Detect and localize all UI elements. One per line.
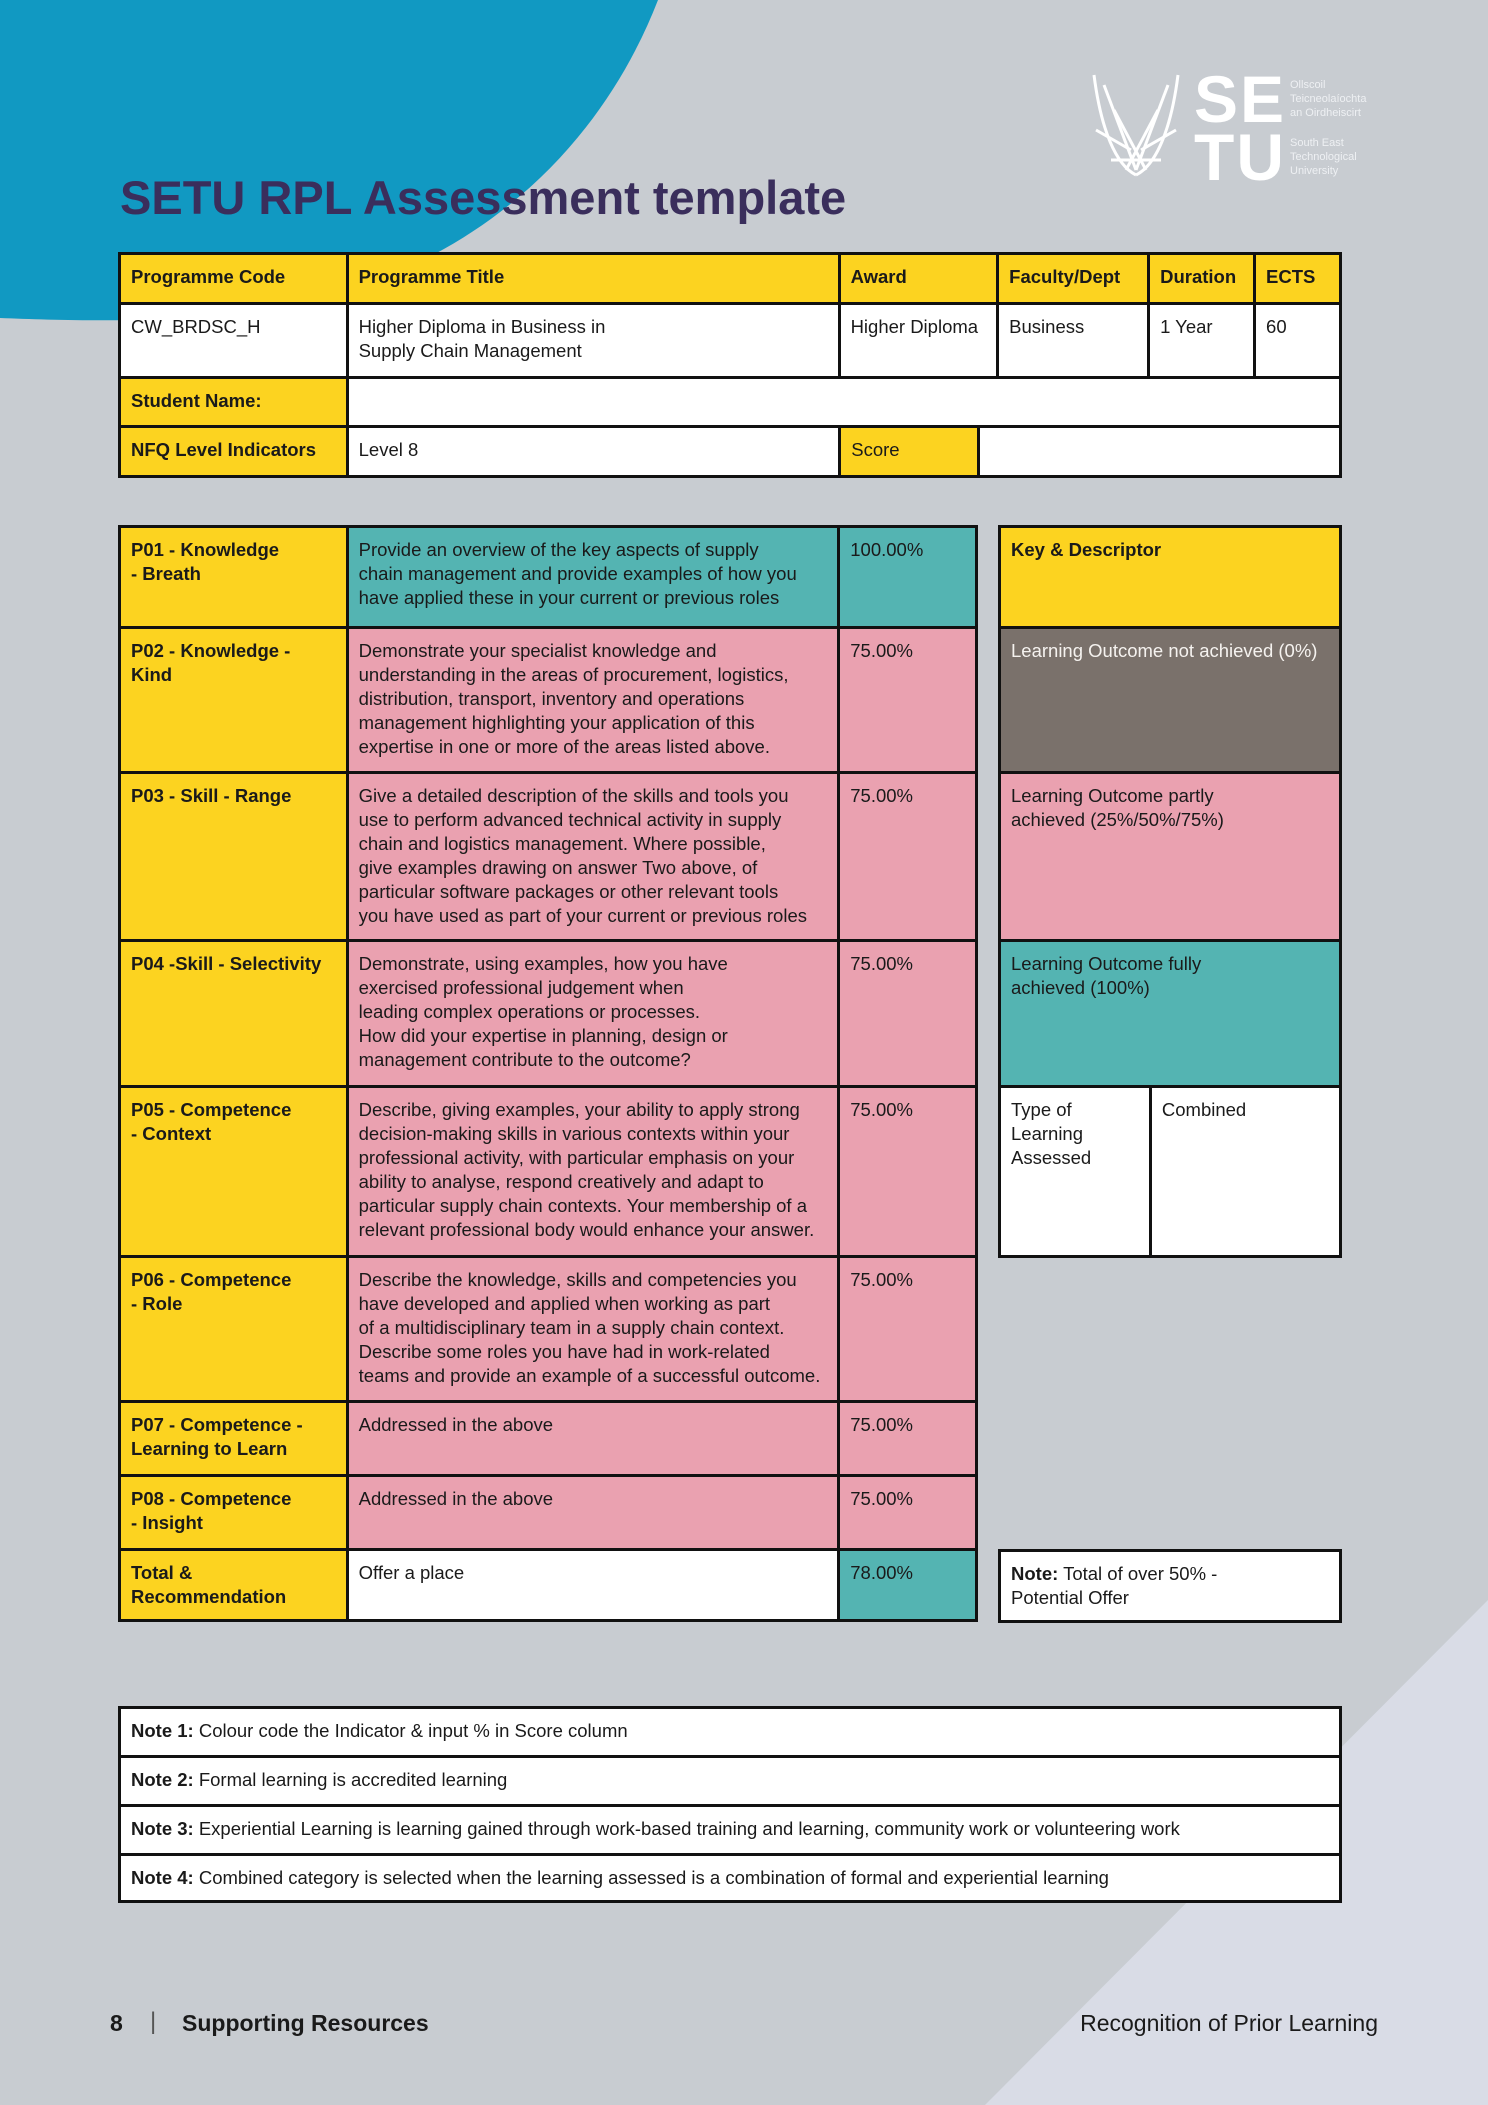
nfq-level-value: Level 8 <box>347 427 840 477</box>
total-row <box>120 1550 977 1621</box>
offer-note-text: Total of over 50% - Potential Offer <box>1011 1563 1218 1608</box>
footer-document-title: Recognition of Prior Learning <box>1080 2010 1378 2036</box>
header-programme-code: Programme Code <box>120 254 348 304</box>
page-number: 8 <box>110 2010 123 2036</box>
table-row <box>120 1257 977 1402</box>
score-field[interactable] <box>979 427 1341 477</box>
indicator-score[interactable]: 100.00% <box>839 527 977 628</box>
table-row <box>120 1476 977 1550</box>
logo-wordmark: SE TU <box>1194 62 1287 194</box>
header-ects: ECTS <box>1255 254 1341 304</box>
indicator-label: P02 - Knowledge - Kind <box>120 628 348 773</box>
indicator-description: Describe the knowledge, skills and competencies you have developed and applied when working as part of a multidisciplinary team in a supply chain context. Describe some roles you have had in work-related teams and provide an example of a successful outcome. <box>347 1257 839 1402</box>
logo-english-name: South East Technological University <box>1290 137 1357 177</box>
note-bold: Note 4: <box>131 1867 194 1888</box>
ects-value: 60 <box>1255 304 1341 378</box>
indicator-label: P04 -Skill - Selectivity <box>120 941 348 1087</box>
indicator-description: Demonstrate, using examples, how you have exercised professional judgement when leading complex operations or processes. How did your expertise in planning, design or management contribute to the outcome? <box>347 941 839 1087</box>
list-item <box>120 1708 1341 1757</box>
list-item <box>120 1806 1341 1855</box>
indicator-description: Describe, giving examples, your ability to apply strong decision-making skills in various contexts within your professional activity, with particular emphasis on your ability to analyse, respond creatively and adapt to particular supply chain contexts. Your membership of a relevant professional body would enhance your answer. <box>347 1087 839 1257</box>
note-bold: Note 1: <box>131 1720 194 1741</box>
indicator-score[interactable]: 75.00% <box>839 1087 977 1257</box>
note-4 <box>120 1855 1341 1902</box>
note-bold: Note 2: <box>131 1769 194 1790</box>
indicator-score[interactable]: 75.00% <box>839 628 977 773</box>
type-of-learning-value[interactable]: Combined <box>1150 1087 1340 1257</box>
note-3 <box>120 1806 1341 1855</box>
indicator-label: P01 - Knowledge - Breath <box>120 527 348 628</box>
footer-section-title: Supporting Resources <box>182 2010 429 2036</box>
indicator-score[interactable]: 75.00% <box>839 941 977 1087</box>
indicator-label: P08 - Competence - Insight <box>120 1476 348 1550</box>
total-label: Total & Recommendation <box>120 1550 348 1621</box>
key-fully-achieved: Learning Outcome fully achieved (100%) <box>1000 941 1341 1087</box>
indicator-score[interactable]: 75.00% <box>839 1476 977 1550</box>
programme-code-value: CW_BRDSC_H <box>120 304 348 378</box>
list-item <box>120 1855 1341 1902</box>
nfq-table <box>118 425 1342 478</box>
note-1 <box>120 1708 1341 1757</box>
student-name-field[interactable] <box>347 378 1340 427</box>
table-row <box>120 527 977 628</box>
table-row <box>120 1402 977 1476</box>
logo-irish-name: Ollscoil Teicneolaíochta an Oirdheiscirt <box>1290 79 1367 119</box>
note-bold: Note 3: <box>131 1818 194 1839</box>
note-text: Experiential Learning is learning gained through work-based training and learning, community work or volunteering work <box>193 1818 1180 1839</box>
indicator-description: Addressed in the above <box>347 1476 839 1550</box>
indicator-label: P05 - Competence - Context <box>120 1087 348 1257</box>
faculty-dept-value: Business <box>998 304 1149 378</box>
indicator-score[interactable]: 75.00% <box>839 773 977 941</box>
table-row <box>120 1087 977 1257</box>
nfq-level-label: NFQ Level Indicators <box>120 427 348 477</box>
table-row <box>120 773 977 941</box>
offer-note <box>1000 1551 1341 1622</box>
header-award: Award <box>839 254 998 304</box>
header-faculty-dept: Faculty/Dept <box>998 254 1149 304</box>
indicator-table <box>118 525 978 1622</box>
indicator-label: P03 - Skill - Range <box>120 773 348 941</box>
indicator-label: P06 - Competence - Role <box>120 1257 348 1402</box>
note-text: Combined category is selected when the learning assessed is a combination of formal and experiential learning <box>193 1867 1109 1888</box>
key-partly-achieved: Learning Outcome partly achieved (25%/50%/75%) <box>1000 773 1341 941</box>
setu-crest-icon <box>1086 70 1186 180</box>
award-value: Higher Diploma <box>839 304 998 378</box>
indicator-score[interactable]: 75.00% <box>839 1257 977 1402</box>
indicator-description: Provide an overview of the key aspects of supply chain management and provide examples of how you have applied these in your current or previous roles <box>347 527 839 628</box>
header-programme-title: Programme Title <box>347 254 839 304</box>
header-duration: Duration <box>1149 254 1255 304</box>
indicator-description: Demonstrate your specialist knowledge and understanding in the areas of procurement, logistics, distribution, transport, inventory and operations management highlighting your application of this expertise in one or more of the areas listed above. <box>347 628 839 773</box>
indicator-score[interactable]: 75.00% <box>839 1402 977 1476</box>
type-of-learning-label: Type of Learning Assessed <box>1000 1087 1151 1257</box>
note-text: Colour code the Indicator & input % in Score column <box>193 1720 628 1741</box>
notes-table <box>118 1706 1342 1903</box>
footer-separator: | <box>150 2008 157 2035</box>
list-item <box>120 1757 1341 1806</box>
indicator-label: P07 - Competence - Learning to Learn <box>120 1402 348 1476</box>
programme-title-value: Higher Diploma in Business in Supply Chain Management <box>347 304 839 378</box>
offer-note-table <box>998 1549 1342 1623</box>
page-title: SETU RPL Assessment template <box>120 171 847 224</box>
student-name-label: Student Name: <box>120 378 348 427</box>
table-row <box>120 941 977 1087</box>
duration-value: 1 Year <box>1149 304 1255 378</box>
indicator-description: Addressed in the above <box>347 1402 839 1476</box>
programme-table <box>118 252 1342 428</box>
table-row <box>120 628 977 773</box>
score-label: Score <box>840 427 979 477</box>
offer-note-bold: Note: <box>1011 1563 1059 1584</box>
setu-logo <box>1086 62 1376 194</box>
key-not-achieved: Learning Outcome not achieved (0%) <box>1000 628 1341 773</box>
total-score: 78.00% <box>839 1550 977 1621</box>
key-header: Key & Descriptor <box>1000 527 1341 628</box>
indicator-description: Give a detailed description of the skills and tools you use to perform advanced technical activity in supply chain and logistics management. Where possible, give examples drawing on answer Two above, of particular software packages or other relevant tools you have used as part of your current or previous roles <box>347 773 839 941</box>
recommendation-value: Offer a place <box>347 1550 839 1621</box>
note-text: Formal learning is accredited learning <box>193 1769 508 1790</box>
key-table <box>998 525 1342 1258</box>
note-2 <box>120 1757 1341 1806</box>
